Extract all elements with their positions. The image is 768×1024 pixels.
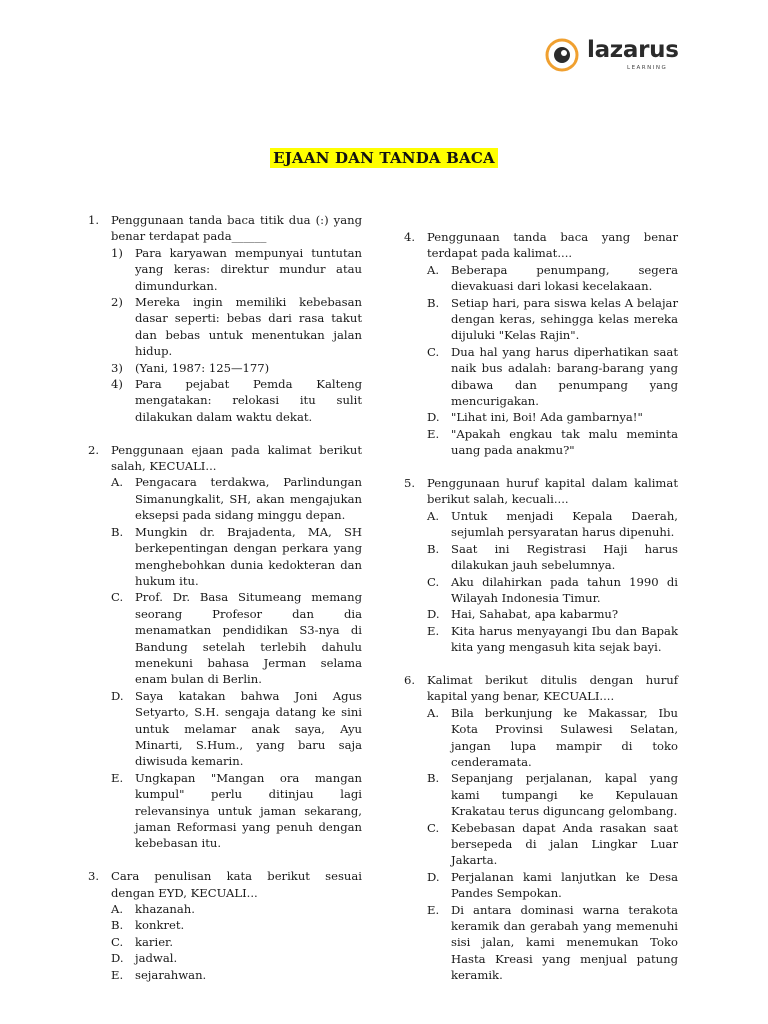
option-label: E. [427,902,440,917]
option-label: D. [111,688,124,703]
question-stem: Penggunaan tanda baca yang benar terdapat pada kalimat.... [427,230,678,261]
option-text: Aku dilahirkan pada tahun 1990 di Wilayah Indonesia Timur. [451,574,678,605]
question-item [404,229,678,459]
question-item [404,475,678,655]
option-label: A. [111,902,124,917]
logo-wordmark: lazarus [587,37,679,63]
question-number: 2. [88,442,100,457]
question-number: 3. [88,869,100,884]
answer-option [427,705,678,771]
option-text: Dua hal yang harus diperhatikan saat naik bus adalah: barang-barang yang dibawa dan penumpang yang mencurigakan. [451,344,678,409]
option-text: Sepanjang perjalanan, kapal yang kami tumpangi ke Kepulauan Krakatau terus diguncang gelombang. [451,771,678,819]
option-list [111,474,362,851]
option-label: 1) [111,245,123,260]
option-text: (Yani, 1987: 125—177) [135,360,270,375]
question-stem: Penggunaan huruf kapital dalam kalimat berikut salah, kecuali.... [427,476,678,507]
answer-option [111,360,362,376]
question-item [88,442,362,852]
option-list [111,245,362,425]
option-label: B. [111,918,124,933]
option-label: C. [427,574,440,589]
answer-option [111,967,362,983]
option-label: D. [427,607,440,622]
question-item [88,212,362,425]
answer-option [427,295,678,344]
answer-option [111,688,362,770]
answer-option [111,294,362,360]
option-label: C. [111,590,124,605]
question-stem: Penggunaan tanda baca titik dua (:) yang benar terdapat pada______ [111,213,362,244]
option-text: Beberapa penumpang, segera dievakuasi dari lokasi kecelakaan. [451,262,678,294]
question-number: 6. [404,672,416,687]
option-text: Prof. Dr. Basa Situmeang memang seorang Profesor dan dia menamatkan pendidikan S3-nya di Bandung setelah terlebih dahulu menekuni bahasa Jerman selama enam bulan di Berlin. [135,590,362,687]
title-container [0,148,768,168]
option-text: Pengacara terdakwa, Parlindungan Simanungkalit, SH, akan mengajukan eksepsi pada sidang minggu depan. [135,475,362,523]
question-item [404,672,678,984]
answer-option [111,901,362,917]
option-label: B. [111,524,124,539]
option-text: Saat ini Registrasi Haji harus dilakukan jauh sebelumnya. [451,541,678,573]
question-number: 4. [404,230,416,244]
option-text: Para pejabat Pemda Kalteng mengatakan: relokasi itu sulit dilakukan dalam waktu dekat. [135,377,362,424]
left-column [88,212,362,983]
answer-option [427,409,678,425]
option-label: B. [427,295,440,310]
answer-option [427,262,678,295]
answer-option [427,508,678,541]
question-stem: Cara penulisan kata berikut sesuai dengan EYD, KECUALI... [111,869,362,900]
question-spacer [404,656,678,672]
question-number: 1. [88,213,100,227]
option-text: "Apakah engkau tak malu meminta uang pada anakmu?" [451,426,678,458]
option-label: B. [427,541,440,556]
option-text: jadwal. [135,951,178,966]
answer-option [427,820,678,869]
question-item [88,868,362,983]
document-title: EJAAN DAN TANDA BACA [270,148,498,168]
option-label: D. [427,869,440,884]
answer-option [427,541,678,574]
option-label: 4) [111,377,123,392]
answer-option [427,869,678,902]
option-label: A. [427,508,440,523]
option-text: Perjalanan kami lanjutkan ke Desa Pandes Sempokan. [451,869,678,901]
answer-option [111,934,362,950]
option-label: D. [111,951,124,966]
option-text: Para karyawan mempunyai tuntutan yang keras: direktur mundur atau dimundurkan. [135,245,362,293]
option-label: C. [111,934,124,949]
question-number: 5. [404,476,416,491]
option-list [427,705,678,984]
option-text: Hai, Sahabat, apa kabarmu? [451,607,619,622]
option-text: Untuk menjadi Kepala Daerah, sejumlah persyaratan harus dipenuhi. [451,508,678,540]
answer-option [111,950,362,966]
option-list [111,901,362,983]
option-text: Ungkapan "Mangan ora mangan kumpul" perlu ditinjau lagi relevansinya untuk jaman sekarang, jaman Reformasi yang penuh dengan kebebasan itu. [135,770,362,851]
option-label: E. [427,623,440,638]
option-text: Di antara dominasi warna terakota keramik dan gerabah yang memenuhi sisi jalan, kami menemukan Toko Hasta Kreasi yang menjual patung keramik. [451,902,678,983]
answer-option [111,376,362,425]
option-text: Kita harus menyayangi Ibu dan Bapak kita yang mengasuh kita sejak bayi. [451,623,678,655]
logo-subtitle: LEARNING [627,65,668,71]
question-spacer [88,425,362,441]
brand-logo [545,36,680,76]
question-stem: Penggunaan ejaan pada kalimat berikut salah, KECUALI... [111,442,362,474]
option-label: A. [111,475,124,490]
answer-option [427,574,678,607]
answer-option [111,245,362,294]
option-label: 2) [111,295,123,310]
option-text: Mereka ingin memiliki kebebasan dasar seperti: bebas dari rasa takut dan bebas untuk menentukan jalan hidup. [135,295,362,359]
option-label: 3) [111,360,123,375]
answer-option [427,426,678,459]
option-label: A. [427,262,440,277]
option-list [427,508,678,656]
option-label: D. [427,410,440,425]
option-label: B. [427,771,440,786]
question-stem: Kalimat berikut ditulis dengan huruf kapital yang benar, KECUALI.... [427,672,678,704]
option-list [427,262,678,459]
answer-option [427,623,678,656]
answer-option [111,524,362,590]
lazarus-logo-icon [545,38,579,72]
answer-option [111,589,362,687]
question-spacer [404,459,678,475]
option-label: C. [427,344,440,359]
option-text: Mungkin dr. Brajadenta, MA, SH berkepentingan dengan perkara yang menghebohkan dunia kedokteran dan hukum itu. [135,524,362,588]
option-text: Saya katakan bahwa Joni Agus Setyarto, S.H. sengaja datang ke sini untuk melamar anak saya, Ayu Minarti, S.Hum., yang baru saja diwisuda kemarin. [135,688,362,769]
option-text: konkret. [135,918,185,933]
option-text: sejarahwan. [135,967,207,982]
answer-option [111,917,362,933]
option-label: C. [427,820,440,835]
option-label: A. [427,705,440,720]
answer-option [111,770,362,852]
option-text: Bila berkunjung ke Makassar, Ibu Kota Provinsi Sulawesi Selatan, jangan lupa mampir di toko cenderamata. [451,705,678,769]
answer-option [427,606,678,622]
answer-option [111,474,362,523]
option-text: khazanah. [135,902,195,917]
option-text: karier. [135,934,174,949]
option-label: E. [111,967,124,982]
right-column [404,229,678,984]
answer-option [427,344,678,410]
question-spacer [88,852,362,868]
option-label: E. [111,770,124,785]
answer-option [427,902,678,984]
option-text: "Lihat ini, Boi! Ada gambarnya!" [451,410,643,425]
option-label: E. [427,426,440,441]
option-text: Setiap hari, para siswa kelas A belajar dengan keras, sehingga kelas mereka dijuluki "Kelas Rajin". [451,295,678,343]
answer-option [427,770,678,819]
option-text: Kebebasan dapat Anda rasakan saat bersepeda di jalan Lingkar Luar Jakarta. [451,820,678,868]
